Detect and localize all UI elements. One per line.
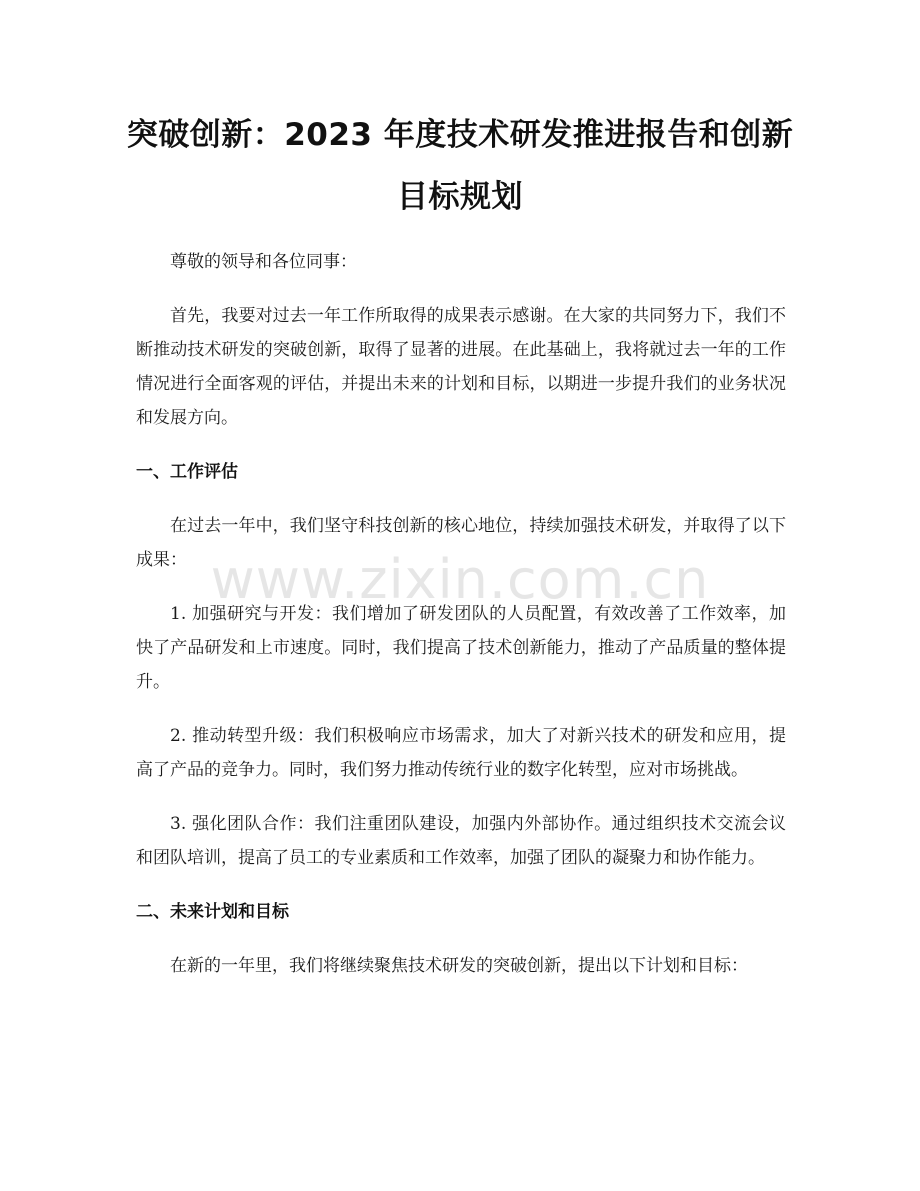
list-item-research-development: 1. 加强研究与开发：我们增加了研发团队的人员配置，有效改善了工作效率，加快了产品研发和上市速度。同时，我们提高了技术创新能力，推动了产品质量的整体提升。 bbox=[136, 604, 786, 692]
section-heading-work-evaluation: 一、工作评估 bbox=[136, 462, 238, 482]
future-intro-paragraph: 在新的一年里，我们将继续聚焦技术研发的突破创新，提出以下计划和目标： bbox=[170, 956, 748, 976]
document-title: 突破创新：2023 年度技术研发推进报告和创新目标规划 bbox=[126, 117, 794, 215]
greeting-paragraph: 尊敬的领导和各位同事： bbox=[170, 252, 357, 272]
list-item-transformation-upgrade: 2. 推动转型升级：我们积极响应市场需求，加大了对新兴技术的研发和应用，提高了产品的竞争力。同时，我们努力推动传统行业的数字化转型，应对市场挑战。 bbox=[136, 726, 786, 780]
section-heading-future-plans: 二、未来计划和目标 bbox=[136, 902, 289, 922]
watermark-text: www.zixin.com.cn bbox=[210, 548, 710, 611]
intro-paragraph: 首先，我要对过去一年工作所取得的成果表示感谢。在大家的共同努力下，我们不断推动技术研发的突破创新，取得了显著的进展。在此基础上，我将就过去一年的工作情况进行全面客观的评估，并提出未来的计划和目标，以期进一步提升我们的业务状况和发展方向。 bbox=[136, 306, 786, 428]
evaluation-intro-paragraph: 在过去一年中，我们坚守科技创新的核心地位，持续加强技术研发，并取得了以下成果： bbox=[136, 516, 786, 570]
list-item-team-collaboration: 3. 强化团队合作：我们注重团队建设，加强内外部协作。通过组织技术交流会议和团队培训，提高了员工的专业素质和工作效率，加强了团队的凝聚力和协作能力。 bbox=[136, 814, 786, 868]
document-body bbox=[136, 245, 786, 1003]
